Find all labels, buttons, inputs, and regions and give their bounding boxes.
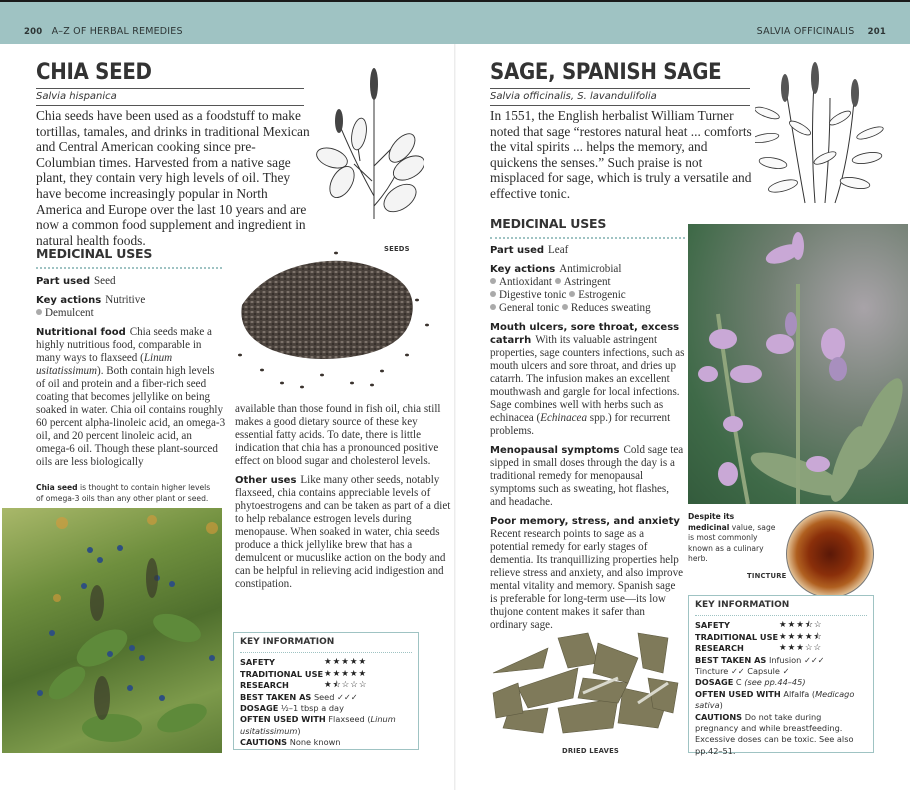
right-section-title: SALVIA OFFICINALIS xyxy=(756,26,855,37)
latin-name-chia: Salvia hispanica xyxy=(36,88,304,106)
paren-close: ) xyxy=(719,700,723,711)
key-action: Digestive tonic xyxy=(499,289,567,301)
medicinal-uses-chia-col2 xyxy=(235,403,455,597)
safety-rating: ★★★★★ xyxy=(324,657,368,668)
key-action: Antimicrobial xyxy=(559,263,622,275)
research-rating: ★★★☆☆ xyxy=(779,643,823,654)
often-used-with-value: Alfalfa ( xyxy=(783,688,816,699)
key-action: General tonic xyxy=(499,302,560,314)
medicinal-uses-heading-sage: MEDICINAL USES xyxy=(490,216,685,239)
safety-rating: ★★★⯪☆ xyxy=(779,620,823,631)
often-used-with-label: OFTEN USED WITH xyxy=(695,688,781,699)
chia-plant-illustration xyxy=(312,56,424,231)
cautions-label: CAUTIONS xyxy=(240,737,288,748)
research-rating: ★⯪☆☆☆ xyxy=(324,680,368,691)
dried-sage-leaves-photo xyxy=(488,628,683,743)
nutritional-food-continued: available than those found in fish oil, chia still makes a good dietary source of these key essential fatty acids. To date, there is little indication that chia has a pronounced positive effect on blood sugar and cholesterol levels. xyxy=(235,403,441,467)
dosage-reference: (see pp.44–45) xyxy=(744,677,806,688)
medicinal-uses-sage xyxy=(490,244,685,638)
nutritional-food-text: Chia seeds make a highly nutritious food, comparable in many ways to flaxseed ( xyxy=(36,326,212,364)
left-section-title: A–Z OF HERBAL REMEDIES xyxy=(51,26,183,37)
dosage-value: C xyxy=(735,677,745,688)
key-actions-label: Key actions xyxy=(490,264,556,275)
bullet-icon xyxy=(569,291,575,297)
research-label: RESEARCH xyxy=(695,643,744,654)
nutritional-food-text-cont: ). Both contain high levels of oil and protein and a fiber-rich seed coating that becomes jellylike on being soaked in water. Chia oil contains roughly 60 percent alpha-linoleic acid, an omega-3 oil, and 20 percent linoleic acid, an omega-6 oil. Though these plant-sourced oils are less biologically xyxy=(36,365,226,468)
memory-label: Poor memory, stress, and anxiety xyxy=(490,516,680,527)
key-actions-label: Key actions xyxy=(36,295,102,306)
bullet-icon xyxy=(490,278,496,284)
key-info-heading: KEY INFORMATION xyxy=(240,637,412,653)
intro-sage: In 1551, the English herbalist William Turner noted that sage “restores natural heat ... comforts the vital spirits ... helps the memory, and quickens the senses.” Such praise is not misplaced for sage, which is truly a versatile and effective tonic. xyxy=(490,108,752,201)
best-taken-as-value: Infusion ✓✓✓ xyxy=(768,654,825,665)
tincture-label: TINCTURE xyxy=(747,572,787,580)
part-used-label: Part used xyxy=(36,276,91,287)
part-used-value: Seed xyxy=(94,275,116,287)
bullet-icon xyxy=(36,309,42,315)
nutritional-food-label: Nutritional food xyxy=(36,327,126,338)
sage-flower-photo xyxy=(688,224,908,504)
safety-label: SAFETY xyxy=(240,657,275,668)
tincture-dish-photo xyxy=(786,510,874,598)
sage-plant-illustration xyxy=(755,58,900,206)
latin-name-sage: Salvia officinalis, S. lavandulifolia xyxy=(490,88,750,106)
other-uses-text: Like many other seeds, notably flaxseed, chia contains appreciable levels of phytoestrogens and can be taken as part of a diet to help rebalance estrogen levels during menopause. When soaked in water, chia seeds produce a thick jellylike brew that has a demulcent or mucuslike action on the body and can be helpful in relieving acid indigestion and constipation. xyxy=(235,474,451,590)
cautions-label: CAUTIONS xyxy=(695,711,743,722)
dosage-label: DOSAGE xyxy=(695,677,734,688)
dosage-value: ½–1 tbsp a day xyxy=(280,703,344,714)
latin-reference: Linum usitatissimum xyxy=(36,352,173,377)
running-header xyxy=(0,0,910,44)
right-running-head xyxy=(757,26,886,37)
key-action: Antioxidant xyxy=(499,276,552,288)
key-action: Estrogenic xyxy=(578,289,626,301)
right-page-number: 201 xyxy=(867,27,886,37)
best-taken-as-more: Tincture ✓✓ Capsule ✓ xyxy=(695,666,790,677)
medicinal-uses-heading-chia: MEDICINAL USES xyxy=(36,246,222,269)
intro-chia: Chia seeds have been used as a foodstuff to make tortillas, tamales, and drinks in traditional Mexican and Central American cooking since pre-Columbian times. Harvested from a native sage plant, they contain very high levels of oil. They have become increasingly popular in North America and Europe over the last 10 years and are now a common food supplement and ingredient in natural health foods. xyxy=(36,108,310,248)
chia-plant-photo xyxy=(2,508,222,753)
best-taken-as-label: BEST TAKEN AS xyxy=(695,654,767,665)
caption-bold: Chia seed xyxy=(36,483,78,492)
traditional-use-rating: ★★★★★ xyxy=(324,668,368,679)
cautions-value: None known xyxy=(289,737,341,748)
mouth-ulcers-text: With its valuable astringent properties, sage counters infections, such as mouth ulcers and sore throat, and dries up catarrh. The infusion makes an excellent mouthwash and gargle for local infections. Sage combines well with herbs such as echinacea ( xyxy=(490,334,685,424)
chia-caption xyxy=(36,483,216,504)
dosage-label: DOSAGE xyxy=(240,703,279,714)
left-page-number: 200 xyxy=(24,27,43,37)
page-title-chia: CHIA SEED xyxy=(36,60,152,85)
other-uses-label: Other uses xyxy=(235,475,297,486)
mouth-ulcers-text-cont: spp.) for recurrent problems. xyxy=(490,412,671,437)
traditional-use-label: TRADITIONAL USE xyxy=(240,668,324,679)
bullet-icon xyxy=(490,291,496,297)
best-taken-as-value: Seed ✓✓✓ xyxy=(313,691,358,702)
chia-seeds-photo xyxy=(232,245,442,395)
key-action: Nutritive xyxy=(105,294,146,306)
traditional-use-rating: ★★★★⯪ xyxy=(779,631,823,642)
part-used-label: Part used xyxy=(490,245,545,256)
sage-caption xyxy=(688,512,778,565)
key-action: Astringent xyxy=(563,276,611,288)
caption-text: is thought to contain higher levels of omega-3 oils than any other plant or seed. xyxy=(36,483,211,503)
often-used-with-label: OFTEN USED WITH xyxy=(240,714,326,725)
key-action: Reduces sweating xyxy=(570,302,651,314)
key-action: Demulcent xyxy=(45,307,94,319)
page-title-sage: SAGE, SPANISH SAGE xyxy=(490,60,722,85)
medicinal-uses-chia xyxy=(36,275,226,475)
research-label: RESEARCH xyxy=(240,680,289,691)
caption-bold: Despite its medicinal xyxy=(688,512,735,532)
left-running-head xyxy=(24,26,183,37)
part-used-value: Leaf xyxy=(548,244,569,256)
memory-text: Recent research points to sage as a potential remedy for early stages of dementia. Its tranquillizing properties help relieve stress and anxiety, and also improve mental vitality and memory. Spanish sage is preferable for long-term use—its low thujone content makes it safer than ordinary sage. xyxy=(490,528,684,631)
often-used-with-latin: Linum usitatissimum xyxy=(240,714,396,736)
traditional-use-label: TRADITIONAL USE xyxy=(695,631,779,642)
dried-leaves-label: DRIED LEAVES xyxy=(562,747,620,755)
key-information-sage xyxy=(688,595,874,756)
often-used-with-latin: Medicago sativa xyxy=(695,688,855,711)
menopausal-text: Cold sage tea sipped in small doses through the day is a traditional remedy for menopausal symptoms such as sweating, hot flashes, and headache. xyxy=(490,444,684,508)
bullet-icon xyxy=(555,278,561,284)
cautions-value: Do not take during pregnancy and while breastfeeding. Excessive doses can be toxic. See also pp.42–51. xyxy=(695,711,854,756)
bullet-icon xyxy=(490,304,496,310)
key-info-heading: KEY INFORMATION xyxy=(695,600,867,616)
latin-reference: Echinacea xyxy=(540,412,588,424)
mouth-ulcers-label: Mouth ulcers, sore throat, excess catarrh xyxy=(490,322,680,346)
best-taken-as-label: BEST TAKEN AS xyxy=(240,691,312,702)
key-information-chia xyxy=(233,632,419,750)
caption-text: value, sage is most commonly known as a culinary herb. xyxy=(688,522,776,563)
menopausal-label: Menopausal symptoms xyxy=(490,445,620,456)
paren-close: ) xyxy=(297,725,301,736)
often-used-with-value: Flaxseed ( xyxy=(328,714,371,725)
bullet-icon xyxy=(562,304,568,310)
safety-label: SAFETY xyxy=(695,620,730,631)
seeds-label: SEEDS xyxy=(384,245,410,253)
